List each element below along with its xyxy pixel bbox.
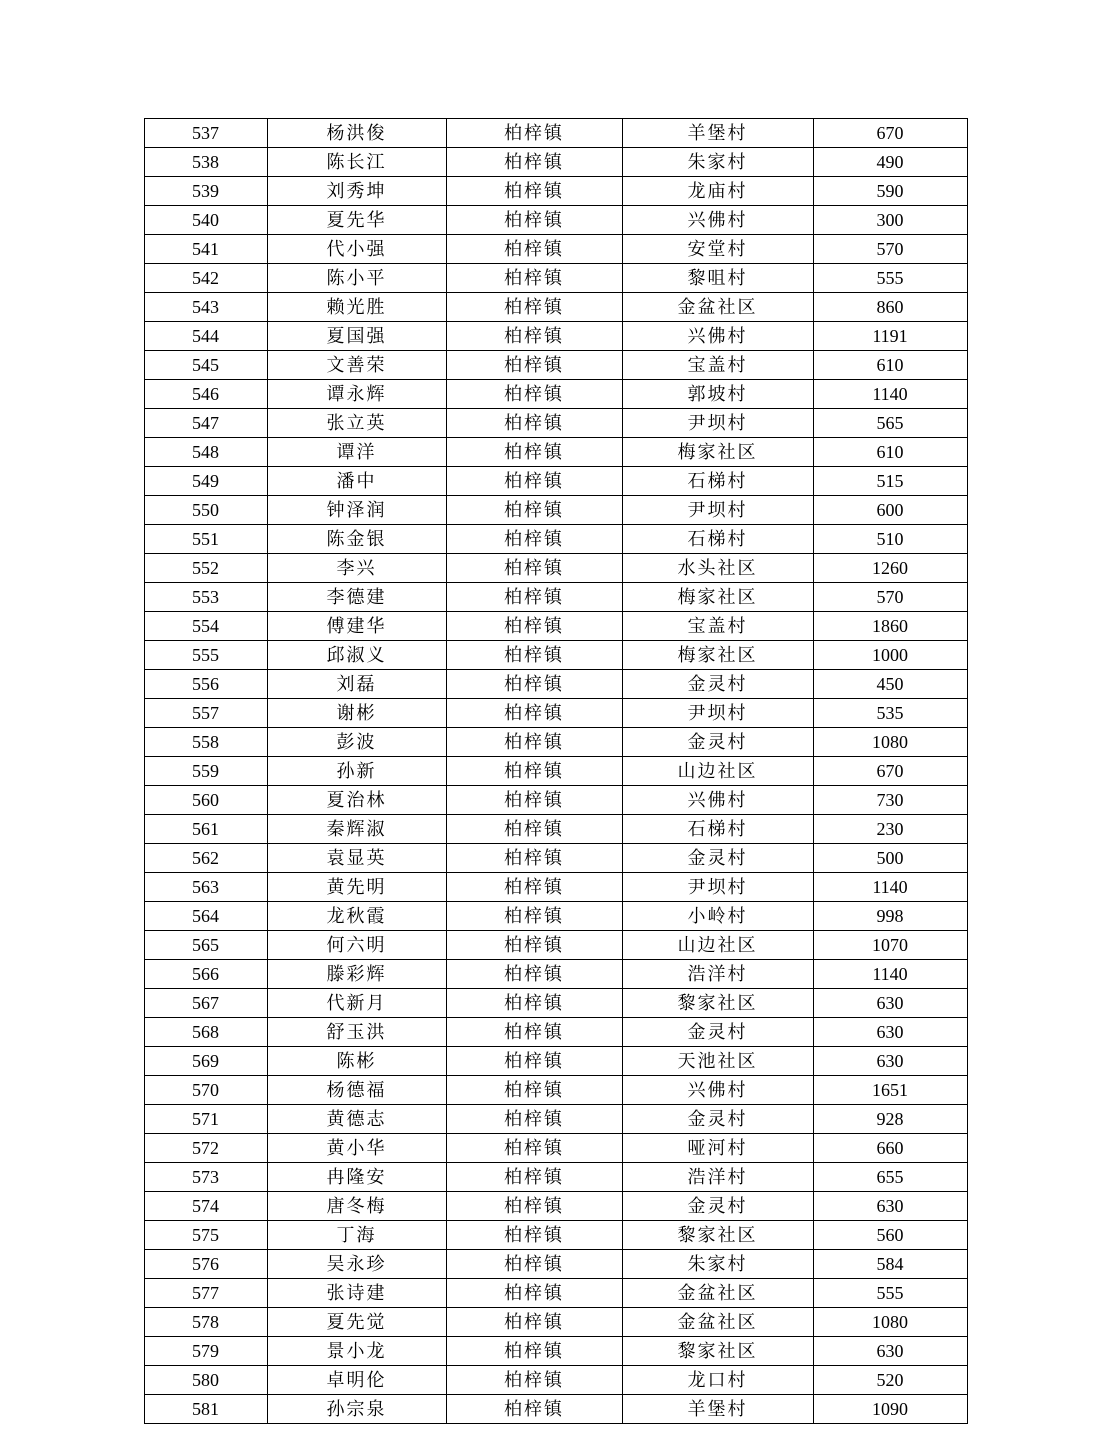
cell-index: 550 <box>144 496 267 525</box>
table-row <box>144 1366 967 1395</box>
cell-village: 山边社区 <box>622 757 813 786</box>
cell-amount: 520 <box>813 1366 967 1395</box>
table-row <box>144 844 967 873</box>
cell-village: 尹坝村 <box>622 409 813 438</box>
cell-town: 柏梓镇 <box>446 1192 622 1221</box>
cell-index: 548 <box>144 438 267 467</box>
cell-amount: 515 <box>813 467 967 496</box>
cell-name: 孙新 <box>267 757 446 786</box>
table-row <box>144 409 967 438</box>
table-row <box>144 960 967 989</box>
cell-village: 金灵村 <box>622 1105 813 1134</box>
cell-village: 黎家社区 <box>622 989 813 1018</box>
cell-town: 柏梓镇 <box>446 786 622 815</box>
cell-town: 柏梓镇 <box>446 1250 622 1279</box>
cell-index: 568 <box>144 1018 267 1047</box>
cell-village: 哑河村 <box>622 1134 813 1163</box>
cell-amount: 998 <box>813 902 967 931</box>
cell-name: 夏治林 <box>267 786 446 815</box>
cell-name: 杨洪俊 <box>267 119 446 148</box>
cell-village: 黎家社区 <box>622 1337 813 1366</box>
cell-name: 夏先华 <box>267 206 446 235</box>
cell-amount: 630 <box>813 1018 967 1047</box>
cell-town: 柏梓镇 <box>446 902 622 931</box>
cell-index: 580 <box>144 1366 267 1395</box>
cell-amount: 610 <box>813 438 967 467</box>
cell-name: 刘秀坤 <box>267 177 446 206</box>
cell-village: 金灵村 <box>622 728 813 757</box>
cell-index: 554 <box>144 612 267 641</box>
cell-village: 浩洋村 <box>622 1163 813 1192</box>
table-row <box>144 525 967 554</box>
cell-town: 柏梓镇 <box>446 931 622 960</box>
cell-name: 舒玉洪 <box>267 1018 446 1047</box>
cell-name: 钟泽润 <box>267 496 446 525</box>
cell-name: 张立英 <box>267 409 446 438</box>
cell-village: 山边社区 <box>622 931 813 960</box>
cell-index: 544 <box>144 322 267 351</box>
cell-village: 宝盖村 <box>622 351 813 380</box>
cell-town: 柏梓镇 <box>446 641 622 670</box>
cell-index: 574 <box>144 1192 267 1221</box>
cell-amount: 630 <box>813 1337 967 1366</box>
table-row <box>144 1134 967 1163</box>
cell-amount: 500 <box>813 844 967 873</box>
cell-amount: 1860 <box>813 612 967 641</box>
cell-index: 567 <box>144 989 267 1018</box>
cell-town: 柏梓镇 <box>446 438 622 467</box>
cell-town: 柏梓镇 <box>446 467 622 496</box>
cell-town: 柏梓镇 <box>446 148 622 177</box>
table-row <box>144 1308 967 1337</box>
table-row <box>144 612 967 641</box>
cell-town: 柏梓镇 <box>446 728 622 757</box>
cell-town: 柏梓镇 <box>446 815 622 844</box>
cell-name: 丁海 <box>267 1221 446 1250</box>
cell-amount: 1651 <box>813 1076 967 1105</box>
cell-name: 赖光胜 <box>267 293 446 322</box>
cell-name: 陈小平 <box>267 264 446 293</box>
cell-amount: 928 <box>813 1105 967 1134</box>
cell-town: 柏梓镇 <box>446 1308 622 1337</box>
cell-name: 袁显英 <box>267 844 446 873</box>
cell-name: 刘磊 <box>267 670 446 699</box>
table-row <box>144 351 967 380</box>
table-row <box>144 206 967 235</box>
cell-town: 柏梓镇 <box>446 612 622 641</box>
cell-village: 石梯村 <box>622 467 813 496</box>
cell-town: 柏梓镇 <box>446 1366 622 1395</box>
cell-town: 柏梓镇 <box>446 351 622 380</box>
cell-index: 579 <box>144 1337 267 1366</box>
table-row <box>144 177 967 206</box>
cell-town: 柏梓镇 <box>446 1279 622 1308</box>
cell-town: 柏梓镇 <box>446 1395 622 1424</box>
cell-town: 柏梓镇 <box>446 235 622 264</box>
cell-amount: 1191 <box>813 322 967 351</box>
table-row <box>144 235 967 264</box>
cell-index: 569 <box>144 1047 267 1076</box>
cell-name: 谢彬 <box>267 699 446 728</box>
cell-name: 潘中 <box>267 467 446 496</box>
cell-name: 傅建华 <box>267 612 446 641</box>
cell-village: 朱家村 <box>622 148 813 177</box>
cell-name: 张诗建 <box>267 1279 446 1308</box>
cell-town: 柏梓镇 <box>446 119 622 148</box>
cell-amount: 555 <box>813 1279 967 1308</box>
cell-name: 秦辉淑 <box>267 815 446 844</box>
cell-name: 邱淑义 <box>267 641 446 670</box>
table-container <box>144 118 962 1424</box>
cell-name: 陈彬 <box>267 1047 446 1076</box>
cell-amount: 1260 <box>813 554 967 583</box>
table-row <box>144 1018 967 1047</box>
cell-town: 柏梓镇 <box>446 1337 622 1366</box>
cell-amount: 570 <box>813 583 967 612</box>
cell-amount: 590 <box>813 177 967 206</box>
cell-village: 羊堡村 <box>622 1395 813 1424</box>
table-row <box>144 786 967 815</box>
cell-village: 尹坝村 <box>622 496 813 525</box>
table-body <box>144 119 967 1424</box>
cell-index: 537 <box>144 119 267 148</box>
cell-name: 李兴 <box>267 554 446 583</box>
cell-amount: 555 <box>813 264 967 293</box>
cell-index: 562 <box>144 844 267 873</box>
cell-village: 金灵村 <box>622 844 813 873</box>
cell-town: 柏梓镇 <box>446 1047 622 1076</box>
cell-amount: 300 <box>813 206 967 235</box>
table-row <box>144 1337 967 1366</box>
cell-index: 564 <box>144 902 267 931</box>
cell-amount: 670 <box>813 119 967 148</box>
cell-index: 541 <box>144 235 267 264</box>
cell-name: 冉隆安 <box>267 1163 446 1192</box>
cell-town: 柏梓镇 <box>446 554 622 583</box>
table-row <box>144 728 967 757</box>
cell-name: 夏先觉 <box>267 1308 446 1337</box>
table-row <box>144 380 967 409</box>
cell-amount: 1080 <box>813 728 967 757</box>
cell-amount: 860 <box>813 293 967 322</box>
cell-index: 555 <box>144 641 267 670</box>
cell-town: 柏梓镇 <box>446 293 622 322</box>
table-row <box>144 264 967 293</box>
cell-amount: 630 <box>813 1192 967 1221</box>
cell-amount: 450 <box>813 670 967 699</box>
cell-village: 安堂村 <box>622 235 813 264</box>
cell-town: 柏梓镇 <box>446 1134 622 1163</box>
cell-town: 柏梓镇 <box>446 1076 622 1105</box>
cell-name: 谭永辉 <box>267 380 446 409</box>
table-row <box>144 1250 967 1279</box>
cell-name: 彭波 <box>267 728 446 757</box>
cell-name: 陈金银 <box>267 525 446 554</box>
table-row <box>144 1192 967 1221</box>
cell-index: 559 <box>144 757 267 786</box>
cell-name: 卓明伦 <box>267 1366 446 1395</box>
cell-village: 金灵村 <box>622 1192 813 1221</box>
cell-index: 546 <box>144 380 267 409</box>
cell-town: 柏梓镇 <box>446 206 622 235</box>
table-row <box>144 467 967 496</box>
cell-village: 金灵村 <box>622 670 813 699</box>
cell-amount: 584 <box>813 1250 967 1279</box>
table-row <box>144 119 967 148</box>
cell-index: 539 <box>144 177 267 206</box>
cell-index: 542 <box>144 264 267 293</box>
cell-village: 金盆社区 <box>622 1308 813 1337</box>
cell-name: 李德建 <box>267 583 446 612</box>
cell-name: 滕彩辉 <box>267 960 446 989</box>
cell-village: 黎咀村 <box>622 264 813 293</box>
cell-village: 郭坡村 <box>622 380 813 409</box>
cell-name: 黄小华 <box>267 1134 446 1163</box>
cell-amount: 230 <box>813 815 967 844</box>
beneficiary-table <box>144 118 968 1424</box>
cell-town: 柏梓镇 <box>446 1163 622 1192</box>
cell-amount: 490 <box>813 148 967 177</box>
cell-village: 兴佛村 <box>622 322 813 351</box>
cell-town: 柏梓镇 <box>446 496 622 525</box>
cell-index: 557 <box>144 699 267 728</box>
cell-amount: 570 <box>813 235 967 264</box>
cell-town: 柏梓镇 <box>446 960 622 989</box>
cell-amount: 730 <box>813 786 967 815</box>
cell-town: 柏梓镇 <box>446 844 622 873</box>
cell-amount: 1080 <box>813 1308 967 1337</box>
cell-village: 金灵村 <box>622 1018 813 1047</box>
cell-name: 谭洋 <box>267 438 446 467</box>
table-row <box>144 757 967 786</box>
cell-village: 石梯村 <box>622 525 813 554</box>
cell-name: 代小强 <box>267 235 446 264</box>
cell-amount: 655 <box>813 1163 967 1192</box>
cell-village: 小岭村 <box>622 902 813 931</box>
cell-village: 梅家社区 <box>622 583 813 612</box>
cell-village: 黎家社区 <box>622 1221 813 1250</box>
table-row <box>144 322 967 351</box>
cell-village: 金盆社区 <box>622 1279 813 1308</box>
cell-name: 吴永珍 <box>267 1250 446 1279</box>
cell-village: 兴佛村 <box>622 786 813 815</box>
cell-name: 孙宗泉 <box>267 1395 446 1424</box>
cell-amount: 1140 <box>813 960 967 989</box>
cell-town: 柏梓镇 <box>446 989 622 1018</box>
cell-amount: 610 <box>813 351 967 380</box>
table-row <box>144 1395 967 1424</box>
table-row <box>144 641 967 670</box>
cell-village: 兴佛村 <box>622 1076 813 1105</box>
cell-name: 文善荣 <box>267 351 446 380</box>
cell-amount: 510 <box>813 525 967 554</box>
cell-index: 575 <box>144 1221 267 1250</box>
cell-index: 561 <box>144 815 267 844</box>
cell-town: 柏梓镇 <box>446 1105 622 1134</box>
table-row <box>144 873 967 902</box>
cell-amount: 565 <box>813 409 967 438</box>
cell-index: 563 <box>144 873 267 902</box>
cell-index: 560 <box>144 786 267 815</box>
cell-index: 553 <box>144 583 267 612</box>
cell-index: 558 <box>144 728 267 757</box>
cell-town: 柏梓镇 <box>446 1221 622 1250</box>
cell-village: 龙口村 <box>622 1366 813 1395</box>
cell-village: 龙庙村 <box>622 177 813 206</box>
cell-amount: 1140 <box>813 380 967 409</box>
cell-town: 柏梓镇 <box>446 873 622 902</box>
table-row <box>144 1221 967 1250</box>
cell-index: 581 <box>144 1395 267 1424</box>
cell-amount: 670 <box>813 757 967 786</box>
table-row <box>144 815 967 844</box>
cell-amount: 600 <box>813 496 967 525</box>
cell-village: 石梯村 <box>622 815 813 844</box>
cell-index: 552 <box>144 554 267 583</box>
cell-village: 浩洋村 <box>622 960 813 989</box>
cell-village: 兴佛村 <box>622 206 813 235</box>
table-row <box>144 1047 967 1076</box>
table-row <box>144 902 967 931</box>
cell-town: 柏梓镇 <box>446 757 622 786</box>
cell-village: 朱家村 <box>622 1250 813 1279</box>
cell-village: 天池社区 <box>622 1047 813 1076</box>
cell-index: 576 <box>144 1250 267 1279</box>
cell-index: 578 <box>144 1308 267 1337</box>
table-row <box>144 496 967 525</box>
cell-village: 水头社区 <box>622 554 813 583</box>
cell-name: 黄德志 <box>267 1105 446 1134</box>
cell-village: 金盆社区 <box>622 293 813 322</box>
cell-amount: 660 <box>813 1134 967 1163</box>
cell-index: 543 <box>144 293 267 322</box>
cell-village: 羊堡村 <box>622 119 813 148</box>
cell-name: 夏国强 <box>267 322 446 351</box>
cell-index: 573 <box>144 1163 267 1192</box>
table-row <box>144 293 967 322</box>
cell-amount: 1140 <box>813 873 967 902</box>
cell-index: 556 <box>144 670 267 699</box>
cell-index: 577 <box>144 1279 267 1308</box>
cell-village: 梅家社区 <box>622 438 813 467</box>
cell-name: 景小龙 <box>267 1337 446 1366</box>
cell-index: 572 <box>144 1134 267 1163</box>
cell-index: 545 <box>144 351 267 380</box>
cell-town: 柏梓镇 <box>446 264 622 293</box>
cell-town: 柏梓镇 <box>446 177 622 206</box>
cell-name: 龙秋霞 <box>267 902 446 931</box>
cell-index: 571 <box>144 1105 267 1134</box>
cell-town: 柏梓镇 <box>446 583 622 612</box>
table-row <box>144 438 967 467</box>
cell-index: 566 <box>144 960 267 989</box>
cell-village: 尹坝村 <box>622 699 813 728</box>
cell-index: 551 <box>144 525 267 554</box>
table-row <box>144 670 967 699</box>
table-row <box>144 1279 967 1308</box>
cell-name: 唐冬梅 <box>267 1192 446 1221</box>
cell-index: 538 <box>144 148 267 177</box>
table-row <box>144 1163 967 1192</box>
cell-name: 代新月 <box>267 989 446 1018</box>
table-row <box>144 931 967 960</box>
cell-index: 570 <box>144 1076 267 1105</box>
cell-index: 547 <box>144 409 267 438</box>
cell-town: 柏梓镇 <box>446 322 622 351</box>
table-row <box>144 148 967 177</box>
cell-name: 黄先明 <box>267 873 446 902</box>
cell-index: 565 <box>144 931 267 960</box>
cell-town: 柏梓镇 <box>446 380 622 409</box>
cell-index: 540 <box>144 206 267 235</box>
table-row <box>144 583 967 612</box>
cell-town: 柏梓镇 <box>446 699 622 728</box>
cell-town: 柏梓镇 <box>446 1018 622 1047</box>
cell-village: 梅家社区 <box>622 641 813 670</box>
cell-amount: 1070 <box>813 931 967 960</box>
table-row <box>144 1105 967 1134</box>
cell-town: 柏梓镇 <box>446 409 622 438</box>
table-row <box>144 989 967 1018</box>
cell-town: 柏梓镇 <box>446 525 622 554</box>
table-row <box>144 699 967 728</box>
cell-index: 549 <box>144 467 267 496</box>
cell-amount: 535 <box>813 699 967 728</box>
cell-amount: 630 <box>813 989 967 1018</box>
cell-amount: 630 <box>813 1047 967 1076</box>
cell-town: 柏梓镇 <box>446 670 622 699</box>
cell-name: 陈长江 <box>267 148 446 177</box>
cell-village: 尹坝村 <box>622 873 813 902</box>
cell-amount: 1090 <box>813 1395 967 1424</box>
table-row <box>144 1076 967 1105</box>
table-row <box>144 554 967 583</box>
cell-amount: 1000 <box>813 641 967 670</box>
cell-village: 宝盖村 <box>622 612 813 641</box>
cell-amount: 560 <box>813 1221 967 1250</box>
cell-name: 何六明 <box>267 931 446 960</box>
cell-name: 杨德福 <box>267 1076 446 1105</box>
